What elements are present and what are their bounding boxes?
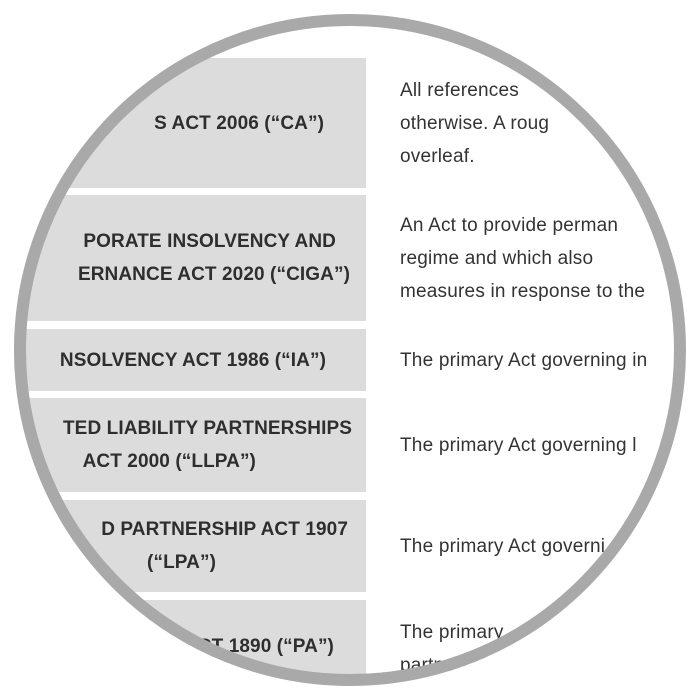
description-text: All references — [400, 79, 519, 101]
description-text: measures in response to the — [400, 280, 646, 302]
act-name: TED LIABILITY PARTNERSHIPS — [62, 418, 352, 439]
table-row-description-cell — [400, 195, 686, 321]
table-row-label-cell — [14, 600, 366, 686]
table-row-description-cell — [400, 500, 686, 592]
act-name: CT 1890 (“PA”) — [197, 636, 334, 657]
description-text: regime and which also — [400, 247, 594, 269]
description-text: An Act to provide perman — [400, 214, 619, 236]
act-name: ACT 2000 (“LLPA”) — [82, 451, 256, 472]
table-row-description-cell — [400, 600, 686, 686]
description-text: The primary — [400, 622, 504, 643]
description-text: The primary Act governi — [400, 535, 606, 557]
table-row-label-cell — [14, 500, 366, 592]
description-text: The primary Act governing l — [400, 434, 637, 456]
act-name: (“LPA”) — [147, 552, 216, 573]
description-text: partnershi — [400, 655, 487, 676]
act-name: D PARTNERSHIP ACT 1907 — [101, 519, 348, 540]
act-name: NSOLVENCY ACT 1986 (“IA”) — [59, 349, 326, 371]
table-row-description-cell — [400, 398, 686, 492]
table-row-label-cell — [14, 398, 366, 492]
table-row-label-cell — [14, 195, 366, 321]
description-text: The primary Act governing in — [400, 349, 648, 371]
description-text: overleaf. — [400, 145, 475, 167]
table-row-label-cell — [14, 329, 366, 391]
document-table — [14, 14, 686, 686]
table-row-label-cell — [14, 58, 366, 188]
act-name: S ACT 2006 (“CA”) — [154, 112, 324, 134]
magnifier-lens — [14, 14, 686, 686]
description-text: otherwise. A roug — [400, 112, 550, 134]
table-row-description-cell — [400, 58, 686, 188]
act-name: ERNANCE ACT 2020 (“CIGA”) — [77, 264, 350, 285]
act-name: PORATE INSOLVENCY AND — [83, 231, 336, 252]
table-row-description-cell — [400, 329, 686, 391]
